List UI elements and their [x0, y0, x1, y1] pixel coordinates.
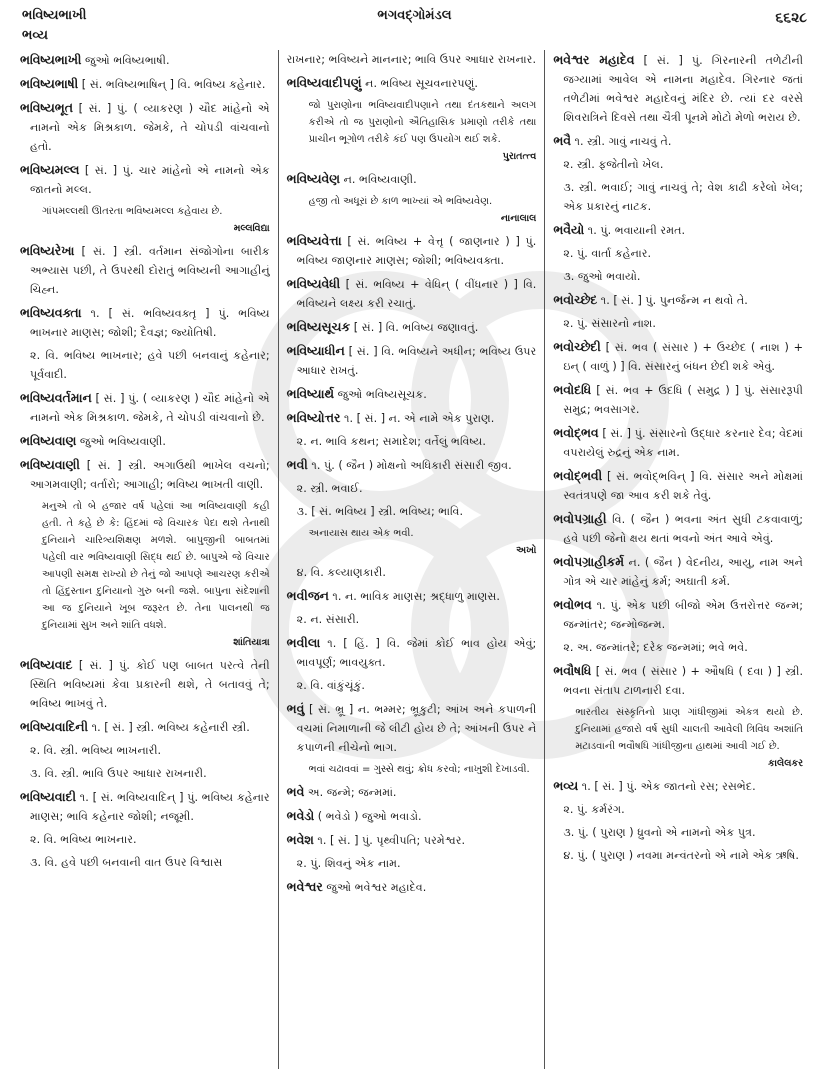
sense: ૨. અ. જન્માંતરે; દરેક જન્મમાં; ભવે ભવે.	[563, 641, 748, 654]
sense: ૨. વિ. વાંકુંચૂંકું.	[296, 679, 365, 692]
definition: ન. ભવિષ્ય સૂચવનારપણું.	[365, 77, 478, 90]
dictionary-entry	[20, 241, 270, 299]
headword: ભવિષ્યવેણ	[286, 171, 340, 186]
sense: ૩. પું. ( પુરાણ ) ધ્રુવનો એ નામનો એક પુત્ર.	[563, 826, 756, 839]
dictionary-entry	[287, 317, 537, 337]
definition: વિ. ( જૈન ) ભવના અંત સુધી ટકવાવાળું; હવે પછી જેનો ક્ષય થતાં ભવનો અંત આવે એવું.	[563, 513, 804, 545]
definition: ( ભવેડો ) જુઓ ભવાડો.	[317, 810, 422, 823]
definition: ૧. [ સં. ભવિષ્યવાદિન્ ] પું. ભવિષ્ય કહેનાર માણસ; ભાવિ કહેનાર જોશી; નજૂમી.	[30, 791, 270, 823]
definition: [ સં. ભવોદ્ભવિન્ ] વિ. સંસાર અને મોક્ષમાં સ્વતંત્રપણે જા આવ કરી શકે તેવું.	[563, 470, 804, 502]
definition: ૧. [ સં. ] સ્ત્રી. ભવિષ્ય કહેનારી સ્ત્રી.	[91, 721, 250, 734]
quote-source: નાનાલાલ	[500, 213, 537, 224]
dictionary-entry	[553, 552, 803, 591]
headword: ભવિષ્યોત્તર	[286, 410, 341, 425]
sense: ૨. સ્ત્રી. ભવાઈ.	[296, 482, 363, 495]
headword: ભવોદ્ભવી	[553, 468, 603, 483]
headword: ભવિષ્યભૂત	[20, 100, 73, 115]
headword: ભવિષ્યવાદ	[20, 657, 73, 672]
definition: [ સં. ભવ ( સંસાર ) + ઉચ્છેદ ( નાશ ) + ઇન્ ( વાળું ) ] વિ. સંસારનું બંધન છેદી શકે એવું.	[563, 341, 804, 373]
sense: ૩. વિ. સ્ત્રી. ભાવિ ઉપર આધાર રાખનારી.	[30, 767, 207, 780]
definition: ન. ( જૈન ) વેદનીય, આયુ, નામ અને ગોત્ર એ ચાર માંહેનું કર્મ; અઘાતી કર્મ.	[563, 556, 803, 588]
headword: ભવૌષધિ	[553, 663, 592, 678]
usage-quote	[287, 97, 537, 165]
dictionary-entry	[20, 160, 270, 199]
guide-word-last: ભવ્ય	[22, 28, 49, 43]
dictionary-entry	[287, 877, 537, 897]
headword: ભવોદધિ	[553, 382, 592, 397]
definition: ૧. પું. એક પછી બીજો એમ ઉત્તરોત્તર જન્મ; જન્માંતર; જન્મોજન્મ.	[563, 599, 804, 631]
quote-source: કાલેલકર	[767, 758, 804, 769]
definition: [ સં. ભવિષ્યભાષિન્ ] વિ. ભવિષ્ય કહેનાર.	[81, 78, 266, 91]
definition: [ સં. ભવિષ્ય + વેધિન્ ( વીંધનાર ) ] વિ. ભવિષ્યને લક્ષ્ય કરી રચાતું.	[296, 278, 537, 310]
definition: ૧. [ સં. ] પું. પૃથ્વીપતિ; પરમેશ્વર.	[317, 834, 466, 847]
quote-text: ભવાં ચઢાવવાં = ગુસ્સે થવું; ક્રોધ કરવો; નાખુશી દેખાડવી.	[308, 764, 530, 775]
headword: ભવોપગ્રાહી	[553, 511, 607, 526]
headword: ભવિષ્યવાદિની	[20, 719, 89, 734]
definition: [ સં. ભવિષ્ય + વેત્તૃ ( જાણનાર ) ] પું. ભવિષ્ય જાણનાર માણસ; જોશી; ભવિષ્યવક્તા.	[296, 235, 537, 267]
definition: ૧. [ સં. ] ન. એ નામે એક પુરાણ.	[344, 412, 495, 425]
dictionary-entry	[287, 274, 537, 313]
headword: ભવિષ્યમલ્લ	[20, 162, 80, 177]
headword: ભવિષ્યવાદીપણું	[286, 75, 362, 90]
definition: [ સં. ] સ્ત્રી. વર્તમાન સંજોગોના બારીક અભ્યાસ પછી, તે ઉપરથી દોરાતું ભવિષ્યની આગાહીનું ચિહ્ન.	[30, 245, 270, 296]
headword: ભવોપગ્રાહીકર્મ	[553, 554, 625, 569]
definition: જુઓ ભવિષ્યભાષી.	[85, 54, 170, 67]
column-left	[20, 50, 278, 1069]
sense: ૪. વિ. કલ્યાણકારી.	[296, 566, 386, 579]
dictionary-entry	[20, 98, 270, 156]
headword: ભવિષ્યાધીન	[286, 343, 345, 358]
column-right	[544, 50, 811, 1069]
headword: ભવિષ્યવક્તા	[20, 305, 82, 320]
usage-quote	[287, 525, 537, 559]
definition: અ. જન્મે; જન્મમાં.	[307, 786, 397, 799]
definition: ૧. સ્ત્રી. ગાવું નાચવું તે.	[574, 135, 672, 148]
dictionary-entry	[287, 50, 537, 69]
headword: ભવિષ્યવેત્તા	[286, 233, 342, 248]
definition: [ સં. ] પું. સંસારનો ઉદ્ધાર કરનાર દેવ; વેદમાં વપરાયેલું રુદ્રનું એક નામ.	[563, 427, 804, 459]
guide-word-first: ભવિષ્યભાખી	[22, 8, 87, 23]
headword: ભવિષ્યવર્તમાન	[20, 390, 92, 405]
sense: ૨. વિ. ભવિષ્ય ભાખનાર; હવે પછી બનવાનું કહેનાર; પૂર્વવાદી.	[30, 349, 270, 381]
usage-quote	[20, 203, 270, 237]
dictionary-entry	[553, 131, 803, 151]
definition: જુઓ ભવિષ્યવાણી.	[79, 435, 166, 448]
page-header	[22, 8, 807, 48]
headword: ભવોદ્ભવ	[553, 425, 599, 440]
definition: [ સં. ] વિ. ભવિષ્યને અધીન; ભવિષ્ય ઉપર આધાર રાખતું.	[296, 345, 537, 377]
dictionary-entry	[287, 782, 537, 802]
headword: ભવિષ્યાર્થ	[286, 386, 335, 401]
dictionary-entry	[553, 220, 803, 240]
usage-quote	[287, 761, 537, 778]
headword: ભવિષ્યસૂચક	[286, 319, 351, 334]
headword: ભવેશ	[286, 832, 314, 847]
dictionary-entry	[287, 73, 537, 93]
headword: ભવેશ્વર	[286, 879, 323, 894]
definition: [ સં. ] સ્ત્રી. અગાઉથી ભાખેલ વચનો; આગમવાણી; વર્તારો; આગાહી; ભવિષ્ય ભાખતી વાણી.	[30, 459, 270, 491]
headword: ભવિષ્યવાણ	[20, 433, 77, 448]
headword: ભવોચ્છેદ	[553, 292, 598, 307]
headword: ભવું	[286, 701, 305, 716]
dictionary-entry	[553, 50, 803, 127]
definition: [ સં. ] પું. ચાર માંહેનો એ નામનો એક જાતનો મલ્લ.	[30, 164, 270, 196]
quote-source: પુરાતત્ત્વ	[502, 151, 537, 162]
dictionary-entry	[287, 341, 537, 380]
dictionary-entry	[553, 337, 803, 376]
dictionary-entry	[20, 655, 270, 713]
definition: જુઓ ભવેશ્વર મહાદેવ.	[326, 881, 427, 894]
sense: ૩. સ્ત્રી. ભવાઈ; ગાવું નાચવું તે; વેશ કાઢી કરેલો ખેલ; એક પ્રકારનું નાટક.	[563, 181, 804, 213]
page-number: ૬૬૨૮	[775, 10, 807, 26]
dictionary-entry	[287, 384, 537, 404]
dictionary-entry	[287, 231, 537, 270]
dictionary-entry	[553, 380, 803, 419]
usage-quote	[553, 704, 803, 772]
dictionary-entry	[20, 431, 270, 451]
definition: [ સં. ] પું. ગિરનારની તળેટીની જગ્યામાં આવેલ એ નામના મહાદેવ. ગિરનાર જતાં તળેટીમાં ભવેશ્વર મહાદેવનું મંદિર છે. ત્યાં દર વરસે શિવરાત્રિને દિવસે તથા ચૈત્રી પૂનમે મોટો મેળો ભરાય છે.	[563, 54, 804, 124]
dictionary-entry	[287, 699, 537, 757]
dictionary-columns	[20, 50, 811, 1069]
quote-text: ભારતીય સંસ્કૃતિનો પ્રાણ ગાંધીજીમાં એકત્ર થયો છે. દુનિયામાં હજારો વર્ષ સુધી ચાલતી આવેલી ત્રિવિધ અશાંતિ મટાડવાની ભવૌષધિ ગાંધીજીના હાથમાં આવી ગઈ છે.	[575, 707, 804, 752]
definition: ૧. પું. ભવાયાની રમત.	[587, 224, 686, 237]
headword: ભવેડો	[286, 808, 315, 823]
sense: ૨. પું. વાર્તા કહેનાર.	[563, 247, 652, 260]
dictionary-entry	[20, 50, 270, 70]
sense: ૨. વિ. સ્ત્રી. ભવિષ્ય ભાખનારી.	[30, 744, 162, 757]
headword: ભવિષ્યવાણી	[20, 457, 80, 472]
dictionary-entry	[20, 717, 270, 737]
dictionary-entry	[553, 423, 803, 462]
definition: [ સં. ] પું. કોઈ પણ બાબત પરત્વે તેની સ્થિતિ ભવિષ્યમાં કેવા પ્રકારની થશે, તે બતાવવું તે; ભવિષ્ય ભાખવું તે.	[30, 659, 270, 710]
dictionary-entry	[287, 586, 537, 606]
quote-text: મનુએ તો બે હજાર વર્ષ પહેલાં આ ભવિષ્યવાણી કહી હતી. તે કહે છે કે: હિંદમાં જે વિચારક પેદા થશે તેનાથી દુનિયાને ચારિત્ર્યશિક્ષણ મળશે. બાપુજીની બાબતમાં પહેલી વાર ભવિષ્યવાણી સિદ્ધ થઈ છે. બાપુએ જે વિચાર આપણી સમક્ષ રાખ્યો છે તેનું જો આપણે આચરણ કરીએ તો હિંદુસ્તાન દુનિયાનો ગુરુ બની જશે. બાપુના સંદેશાની આ જ દુનિયાને ખૂબ જરૂરત છે. તેના પાલનથી જ દુનિયામાં સુખ અને શાંતિ વધશે.	[42, 501, 270, 631]
definition: [ સં. ] વિ. ભવિષ્ય જણાવતું.	[353, 321, 479, 334]
headword: ભવોચ્છેદી	[553, 339, 601, 354]
headword: ભવીલા	[286, 635, 321, 650]
headword: ભવૈયો	[553, 222, 585, 237]
definition: ૧. પું. ( જૈન ) મોક્ષનો અધિકારી સંસારી જીવ.	[311, 459, 512, 472]
dictionary-title: ભગવદ્ગોમંડલ	[377, 8, 452, 23]
dictionary-entry	[287, 169, 537, 189]
quote-text: હજી તો અધૂરાં છે કાળ ભાખ્યાં એ ભવિષ્યવેણ.	[308, 196, 493, 207]
dictionary-entry	[287, 806, 537, 826]
dictionary-entry	[20, 787, 270, 826]
headword: ભવે	[286, 784, 305, 799]
headword: ભવિષ્યરેખા	[20, 243, 75, 258]
quote-source: મલ્લવિદ્યા	[233, 223, 270, 234]
headword: ભવિષ્યવેધી	[286, 276, 341, 291]
headword: ભવોભવ	[553, 597, 592, 612]
dictionary-entry	[553, 290, 803, 310]
dictionary-entry	[20, 388, 270, 427]
definition: [ સં. ભ્રૂ ] ન. ભમ્મર; ભ્રૂકુટી; આંખ અને કપાળની વચમાં નિમાળાની જે લીટી હોય છે તે; આંખની ઉપર ને કપાળની નીચેનો ભાગ.	[296, 703, 537, 754]
dictionary-entry	[553, 776, 803, 796]
headword: ભવ્ય	[553, 778, 579, 793]
definition: [ સં. ભવ ( સંસાર ) + ઔષધિ ( દવા ) ] સ્ત્રી. ભવના સંતાપ ટાળનારી દવા.	[563, 665, 804, 697]
quote-text: જો પુરાણોના ભવિષ્યવાદીપણાને તથા દંતકથાને અલગ કરીએ તો જ પુરાણોનો ઐતિહાસિક પ્રમાણો તરીકે તથા પ્રાચીન ભૂગોળ તરીકે કંઈ પણ ઉપયોગ થઈ શકે.	[308, 100, 537, 145]
quote-source: અખો	[516, 545, 537, 556]
quote-source: શાંતિયાત્રા	[233, 637, 270, 648]
usage-quote	[20, 498, 270, 651]
sense: ૪. પું. ( પુરાણ ) નવમા મન્વંતરનો એ નામે એક ઋષિ.	[563, 849, 799, 862]
dictionary-entry	[20, 303, 270, 342]
dictionary-entry	[287, 633, 537, 672]
sense: ૨. વિ. ભવિષ્ય ભાખનાર.	[30, 833, 137, 846]
definition: જુઓ ભવિષ્યસૂચક.	[337, 388, 427, 401]
sense: ૨. સ્ત્રી. ફજેતીનો ખેલ.	[563, 158, 664, 171]
dictionary-entry	[20, 74, 270, 94]
dictionary-entry	[553, 466, 803, 505]
definition: રાખનાર; ભવિષ્યને માનનાર; ભાવિ ઉપર આધાર રાખનાર.	[286, 53, 537, 66]
dictionary-entry	[553, 595, 803, 634]
definition: [ સં. ] પું. ( વ્યાકરણ ) ચૌદ માંહેનો એ નામનો એક મિશ્રકાળ. જેમકે, તે ચોપડી વાંચવાનો હતો.	[30, 102, 270, 153]
definition: ૧. [ સં. ભવિષ્યવક્તૃ ] પું. ભવિષ્ય ભાખનાર માણસ; જોશી; દૈવજ્ઞ; જ્યોતિષી.	[30, 307, 270, 339]
definition: [ સં. ભવ + ઉદધિ ( સમુદ્ર ) ] પું. સંસારરૂપી સમુદ્ર; ભવસાગર.	[563, 384, 804, 416]
definition: ન. ભવિષ્યવાણી.	[343, 173, 417, 186]
usage-quote	[287, 193, 537, 227]
dictionary-entry	[287, 455, 537, 475]
headword: ભવિષ્યવાદી	[20, 789, 77, 804]
dictionary-entry	[20, 455, 270, 494]
dictionary-entry	[553, 661, 803, 700]
headword: ભવિષ્યભાખી	[20, 52, 82, 67]
dictionary-entry	[553, 509, 803, 548]
quote-text: ગાંપમલ્લથી ઊતરતા ભવિષ્યમલ્લ કહેવાય છે.	[42, 206, 223, 217]
definition: ૧. ન. ભાવિક માણસ; શ્રદ્ધાળુ માણસ.	[332, 590, 500, 603]
definition: ૧. [ સં. ] પું. પુનર્જન્મ ન થવો તે.	[600, 294, 748, 307]
sense: ૨. પું. શિવનું એક નામ.	[296, 857, 401, 870]
sense: ૨. પું. કર્મરંગ.	[563, 803, 625, 816]
headword: ભવીજન	[286, 588, 329, 603]
sense: ૩. [ સં. ભવિષ્ય ] સ્ત્રી. ભવિષ્ય; ભાવિ.	[296, 505, 464, 518]
sense: ૩. વિ. હવે પછી બનવાની વાત ઉપર વિશ્વાસ	[30, 856, 223, 869]
sense: ૩. જુઓ ભવાયો.	[563, 270, 641, 283]
dictionary-entry	[287, 408, 537, 428]
sense: ૨. ન. ભાવિ કથન; સમાદેશ; વર્તેલું ભવિષ્ય.	[296, 435, 486, 448]
headword: ભવી	[286, 457, 308, 472]
dictionary-entry	[287, 830, 537, 850]
definition: [ સં. ] પું. ( વ્યાકરણ ) ચૌદ માંહેનો એ નામનો એક મિશ્રકાળ. જેમકે, તે ચોપડી વાંચવાનો છે.	[30, 392, 270, 424]
column-middle	[278, 50, 545, 1069]
definition: ૧. [ સં. ] પું. એક જાતનો રસ; રસભેદ.	[581, 780, 756, 793]
definition: ૧. [ હિં. ] વિ. જેમાં કોઈ ભાવ હોય એવું; ભાવપૂર્ણ; ભાવયુક્ત.	[296, 637, 537, 669]
sense: ૨. ન. સંસારી.	[296, 613, 360, 626]
headword: ભવિષ્યભાષી	[20, 76, 79, 91]
headword: ભવૈ	[553, 133, 571, 148]
headword: ભવેશ્વર મહાદેવ	[553, 52, 635, 67]
quote-text: અનાયાસ થાય એક ભવી.	[308, 528, 414, 539]
sense: ૨. પું. સંસારનો નાશ.	[563, 317, 656, 330]
